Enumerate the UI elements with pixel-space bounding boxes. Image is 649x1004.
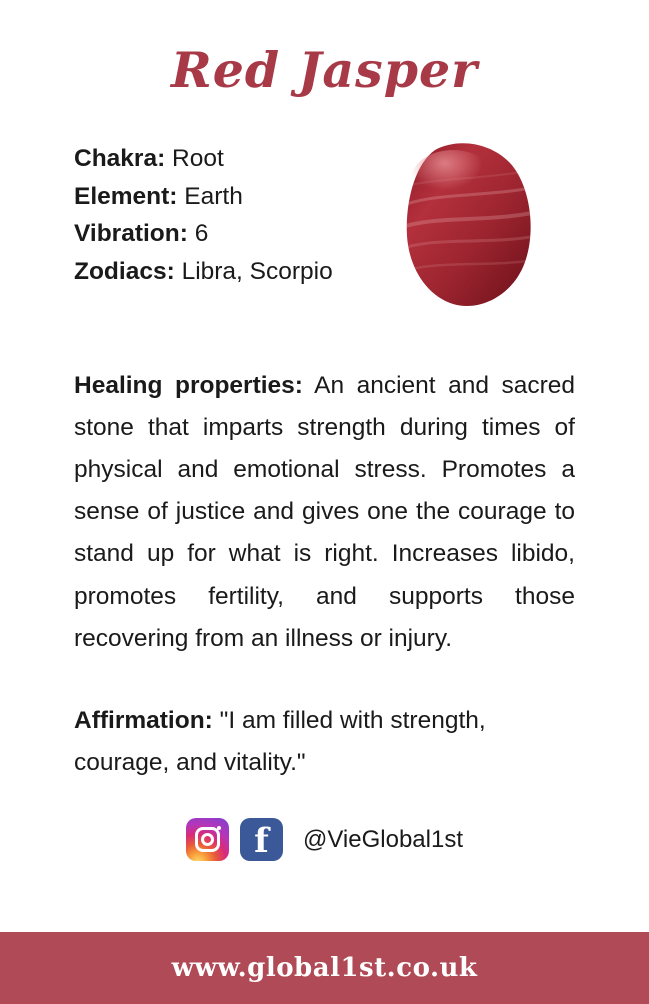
instagram-icon[interactable] xyxy=(186,818,229,861)
affirmation-label: Affirmation: xyxy=(74,706,213,734)
instagram-lens-shape xyxy=(201,833,214,846)
body-section xyxy=(0,365,649,861)
affirmation-paragraph xyxy=(74,700,575,784)
attribute-value-chakra: Root xyxy=(172,144,224,172)
social-handle: @VieGlobal1st xyxy=(302,825,463,853)
facebook-f-glyph: f xyxy=(254,821,269,862)
attribute-value-zodiacs: Libra, Scorpio xyxy=(181,258,333,286)
attribute-row-zodiacs xyxy=(74,253,333,291)
stone-image-wrap xyxy=(333,134,611,321)
affirmation-text: "I am filled with strength, courage, and vitality." xyxy=(74,706,486,776)
attribute-list xyxy=(74,134,333,291)
healing-properties-paragraph xyxy=(74,365,575,660)
attribute-label-zodiacs: Zodiacs: xyxy=(74,258,175,286)
attribute-label-element: Element: xyxy=(74,182,178,210)
attribute-value-vibration: 6 xyxy=(194,220,209,248)
attribute-row-chakra xyxy=(74,140,333,178)
footer-website-url[interactable]: www.global1st.co.uk xyxy=(171,953,478,983)
attribute-row-element xyxy=(74,178,333,216)
attribute-row-vibration xyxy=(74,215,333,253)
attributes-section xyxy=(0,134,649,321)
attribute-label-vibration: Vibration: xyxy=(74,220,188,248)
instagram-dot-shape xyxy=(217,826,221,830)
facebook-icon[interactable] xyxy=(240,818,283,861)
red-jasper-stone-image xyxy=(397,136,547,321)
footer-bar xyxy=(0,932,649,1004)
healing-properties-label: Healing properties: xyxy=(74,371,303,399)
attribute-value-element: Earth xyxy=(184,182,243,210)
attribute-label-chakra: Chakra: xyxy=(74,144,166,172)
healing-properties-text: An ancient and sacred stone that imparts strength during times of physical and emotional stress. Promotes a sense of justice and gives one the courage to stand up for what is right. Increases libido, promotes fertility, and supports those recovering from an illness or injury. xyxy=(74,371,576,652)
page-title: Red Jasper xyxy=(171,41,478,99)
social-row xyxy=(74,818,575,861)
